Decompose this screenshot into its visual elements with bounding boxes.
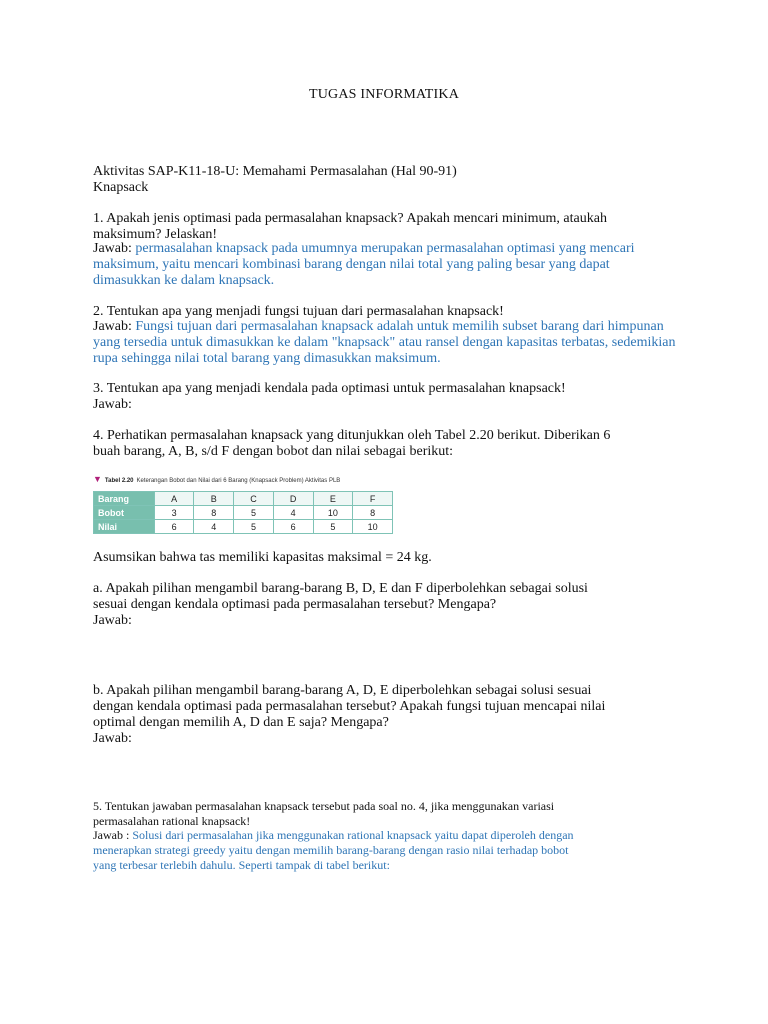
assumption [93, 550, 683, 566]
table-caption-text: Keterangan Bobot dan Nilai dari 6 Barang (Knapsack Problem) Aktivitas PLB [136, 478, 341, 484]
answer-2-label: Jawab: [93, 319, 136, 334]
question-4 [93, 428, 633, 460]
answer-1-label: Jawab: [93, 241, 136, 256]
answer-2-text: Fungsi tujuan dari permasalahan knapsack adalah untuk memilih subset barang dari himpunan yang tersedia untuk dimasukkan ke dalam "knapsack" atau ransel dengan kapasitas terbatas, sedemikian rupa sehingga nilai total barang yang dimasukkan maksimum. [93, 319, 676, 366]
table-cell: 4 [194, 520, 234, 534]
table-cell: 5 [234, 520, 274, 534]
table-cell: 10 [313, 506, 353, 520]
answer-4a-label: Jawab: [93, 613, 132, 628]
question-4b-text: b. Apakah pilihan mengambil barang-barang A, D, E diperbolehkan sebagai solusi sesuai dengan kendala optimasi pada permasalahan tersebut? Apakah fungsi tujuan mencapai nilai optimal dengan memilih A, D dan E saja? Mengapa? [93, 683, 606, 730]
question-1 [93, 211, 633, 243]
document-title: TUGAS INFORMATIKA [308, 87, 460, 102]
question-5-text: 5. Tentukan jawaban permasalahan knapsack tersebut pada soal no. 4, jika menggunakan variasi permasalahan rational knapsack! [93, 799, 555, 828]
table-caption-number: Tabel 2.20 [104, 478, 134, 484]
table-cell: C [234, 492, 274, 506]
table-cell: F [353, 492, 393, 506]
knapsack-table-figure [93, 473, 393, 534]
table-row-nilai [94, 520, 393, 534]
question-4-text: 4. Perhatikan permasalahan knapsack yang ditunjukkan oleh Tabel 2.20 berikut. Diberikan 6 buah barang, A, B, s/d F dengan bobot dan nilai sebagai berikut: [93, 428, 611, 459]
answer-5-label: Jawab : [93, 828, 133, 842]
question-3-text: 3. Tentukan apa yang menjadi kendala pada optimasi untuk permasalahan knapsack! [93, 381, 566, 396]
table-cell: D [273, 492, 313, 506]
table-cell: E [313, 492, 353, 506]
row-header: Barang [94, 492, 155, 506]
caption-triangle-icon: ▼ [93, 474, 102, 484]
table-cell: A [154, 492, 194, 506]
table-cell: 4 [273, 506, 313, 520]
table-row-barang [94, 492, 393, 506]
answer-1-text: permasalahan knapsack pada umumnya merupakan permasalahan optimasi yang mencari maksimum, yaitu mencari kombinasi barang dengan nilai total yang paling besar yang dapat dimasukkan ke dalam knapsack. [93, 241, 635, 288]
row-header: Nilai [94, 520, 155, 534]
table-cell: 3 [154, 506, 194, 520]
assumption-text: Asumsikan bahwa tas memiliki kapasitas maksimal = 24 kg. [93, 550, 432, 565]
table-caption [93, 473, 393, 486]
answer-4b-label: Jawab: [93, 731, 132, 746]
question-2-text: 2. Tentukan apa yang menjadi fungsi tujuan dari permasalahan knapsack! [93, 304, 504, 319]
table-row-bobot [94, 506, 393, 520]
table-cell: 8 [194, 506, 234, 520]
question-4a-text: a. Apakah pilihan mengambil barang-barang B, D, E dan F diperbolehkan sebagai solusi sesuai dengan kendala optimasi pada permasalahan tersebut? Mengapa? [93, 581, 588, 612]
answer-5-text: Solusi dari permasalahan jika menggunakan rational knapsack yaitu dapat diperoleh dengan menerapkan strategi greedy yaitu dengan memilih barang-barang dengan rasio nilai terhadap bobot yang terbesar terlebih dahulu. Seperti tampak di tabel berikut: [93, 828, 574, 872]
table-cell: 10 [353, 520, 393, 534]
table-cell: 5 [234, 506, 274, 520]
table-cell: 8 [353, 506, 393, 520]
question-2 [93, 304, 683, 320]
table-cell: 6 [154, 520, 194, 534]
answer-2 [93, 319, 683, 367]
knapsack-table [93, 491, 393, 534]
table-cell: 6 [273, 520, 313, 534]
question-3 [93, 381, 683, 413]
activity-title: Aktivitas SAP-K11-18-U: Memahami Permasalahan (Hal 90-91) [93, 164, 457, 179]
question-4a [93, 581, 613, 629]
question-5 [93, 799, 603, 829]
question-4b [93, 683, 618, 747]
table-cell: 5 [313, 520, 353, 534]
answer-3-label: Jawab: [93, 397, 132, 412]
activity-heading [93, 164, 683, 196]
table-cell: B [194, 492, 234, 506]
question-1-text: 1. Apakah jenis optimasi pada permasalahan knapsack? Apakah mencari minimum, ataukah maksimum? Jelaskan! [93, 211, 607, 242]
topic-title: Knapsack [93, 180, 149, 195]
answer-1 [93, 241, 658, 289]
answer-5 [93, 828, 583, 873]
row-header: Bobot [94, 506, 155, 520]
